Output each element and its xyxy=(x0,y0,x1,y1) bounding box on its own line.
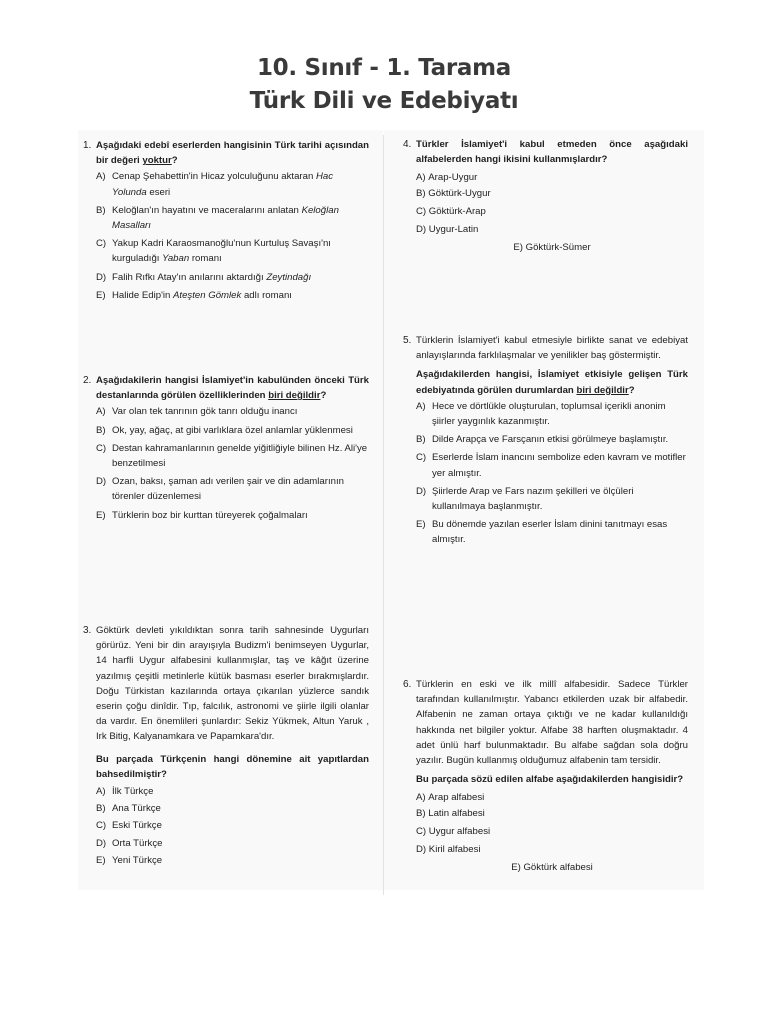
option-d[interactable]: D) Ozan, baksı, şaman adı verilen şair ve din adamlarının törenler düzenlemesi xyxy=(96,476,344,503)
option-a[interactable]: A) Arap alfabesi xyxy=(416,792,485,804)
question-stem: Bu parçada Türkçenin hangi dönemine ait yapıtlardan bahsedilmiştir? xyxy=(96,753,369,780)
option-e[interactable]: E) Göktürk-Sümer xyxy=(513,242,591,254)
option-d[interactable]: D) Uygur-Latin xyxy=(416,224,479,236)
question-stem: Türkler İslamiyet'i kabul etmeden önce aşağıdaki alfabelerden hangi ikisini kullanmışlardır? xyxy=(416,139,688,166)
question-passage: Türklerin en eski ve ilk millî alfabesidir. Sadece Türkler tarafından kullanılmıştır. Yabancı etkilerden uzak bir alfabedir. Alfabenin ne zaman ortaya çıktığı ve ne kadar kullanıldığı hakkında net bilgiler yoktur. Alfabe 38 harften oluşmaktadır. 4 adet ünlü harf bulunmaktadır. Bu alfabe sağdan sola doğru yazılır. Bugün kullanmış olduğumuz alfabenin tam tersidir. xyxy=(416,679,688,767)
page-title: 10. Sınıf - 1. Tarama xyxy=(256,55,512,81)
option-e[interactable]: E) Halide Edip'in Ateşten Gömlek adlı romanı xyxy=(96,289,292,301)
option-e[interactable]: E) Göktürk alfabesi xyxy=(511,862,593,874)
option-e[interactable]: E) Bu dönemde yazılan eserler İslam dinini tanıtmayı esas almıştır. xyxy=(416,519,668,546)
question-6 xyxy=(403,677,688,875)
question-stem: Aşağıdakilerin hangisi İslamiyet'in kabulünden önceki Türk destanlarında görülen özelliklerinden biri değildir? xyxy=(96,375,369,402)
question-number: 2. xyxy=(83,375,92,386)
option-b[interactable]: B) Keloğlan'ın hayatını ve maceralarını anlatan Keloğlan Masalları xyxy=(96,204,339,232)
question-number: 1. xyxy=(83,140,92,151)
question-number: 5. xyxy=(403,335,412,346)
option-c[interactable]: C) Destan kahramanlarının genelde yiğitliğiyle bilinen Hz. Ali'ye benzetilmesi xyxy=(96,442,368,470)
option-b[interactable]: B) Göktürk-Uygur xyxy=(416,187,491,199)
option-c[interactable]: C) Göktürk-Arap xyxy=(416,205,486,217)
option-a[interactable]: A) Arap-Uygur xyxy=(416,172,478,184)
question-4 xyxy=(403,137,688,255)
option-d[interactable]: D) Orta Türkçe xyxy=(96,837,163,849)
option-a[interactable]: A) Hece ve dörtlükle oluşturulan, toplumsal içerikli anonim şiirler yaygınlık kazanmıştır. xyxy=(416,400,666,428)
option-d[interactable]: D) Falih Rıfkı Atay'ın anılarını aktardığı Zeytindağı xyxy=(96,271,312,283)
question-passage: Türklerin İslamiyet'i kabul etmesiyle birlikte sanat ve edebiyat anlayışlarında farklılaşmalar ve yenilikler baş göstermiştir. xyxy=(416,335,688,362)
option-a[interactable]: A) Cenap Şehabettin'in Hicaz yolculuğunu aktaran Hac Yolunda eseri xyxy=(96,171,334,198)
option-d[interactable]: D) Şiirlerde Arap ve Fars nazım şekilleri ve ölçüleri kullanılmaya başlanmıştır. xyxy=(416,485,634,513)
option-a[interactable]: A) İlk Türkçe xyxy=(96,786,154,798)
question-1 xyxy=(83,138,369,303)
column-divider xyxy=(383,135,384,895)
option-e[interactable]: E) Yeni Türkçe xyxy=(96,854,163,866)
question-2 xyxy=(83,373,369,523)
question-passage: Göktürk devleti yıkıldıktan sonra tarih sahnesinde Uygurları görürüz. Yeni bir din arayışıyla Budizm'i benimseyen Uygurlar, 14 harfli Uygur alfabesini kullanmışlar, taş ve kâğıt üzerine yazılmış çeşitli metinlerle kütük basması eserler bırakmışlardır. Doğu Türkistan kazılarında ortaya çıkarılan yüzlerce sandık eserin çoğu dinîdir. Tıp, falcılık, astronomi ve şiirle ilgili olanlar da vardır. En önemlileri şunlardır: Sekiz Yükmek, Altun Yaruk , Irk Bitig, Kalyanamkara ve Papamkara'dır. xyxy=(96,625,369,743)
option-b[interactable]: B) Latin alfabesi xyxy=(416,807,485,819)
option-c[interactable]: C) Eserlerde İslam inancını sembolize eden kavram ve motifler yer almıştır. xyxy=(416,452,686,479)
option-grid xyxy=(416,790,688,857)
option-b[interactable]: B) Dilde Arapça ve Farsçanın etkisi görülmeye başlamıştır. xyxy=(416,434,669,446)
question-number: 4. xyxy=(403,139,412,150)
option-b[interactable]: B) Ok, yay, ağaç, at gibi varlıklara özel anlamlar yüklenmesi xyxy=(96,424,353,436)
question-3 xyxy=(83,623,369,868)
page-subtitle: Türk Dili ve Edebiyatı xyxy=(249,88,519,114)
option-a[interactable]: A) Var olan tek tanrının gök tanrı olduğu inancı xyxy=(96,406,298,418)
question-stem: Bu parçada sözü edilen alfabe aşağıdakilerden hangisidir? xyxy=(416,774,684,786)
question-stem: Aşağıdakilerden hangisi, İslamiyet etkisiyle gelişen Türk edebiyatında görülen durumlardan biri değildir? xyxy=(416,369,688,396)
option-grid xyxy=(416,170,688,237)
option-d[interactable]: D) Kiril alfabesi xyxy=(416,844,481,856)
option-c[interactable]: C) Eski Türkçe xyxy=(96,820,162,832)
question-number: 3. xyxy=(83,625,92,636)
question-stem: Aşağıdaki edebî eserlerden hangisinin Türk tarihi açısından bir değeri yoktur? xyxy=(96,140,369,167)
option-b[interactable]: B) Ana Türkçe xyxy=(96,803,161,815)
option-e[interactable]: E) Türklerin boz bir kurttan türeyerek çoğalmaları xyxy=(96,509,308,521)
question-5 xyxy=(403,333,688,548)
option-c[interactable]: C) Yakup Kadri Karaosmanoğlu'nun Kurtuluş Savaşı'nı kurguladığı Yaban romanı xyxy=(96,238,331,265)
option-c[interactable]: C) Uygur alfabesi xyxy=(416,825,491,837)
question-number: 6. xyxy=(403,679,412,690)
